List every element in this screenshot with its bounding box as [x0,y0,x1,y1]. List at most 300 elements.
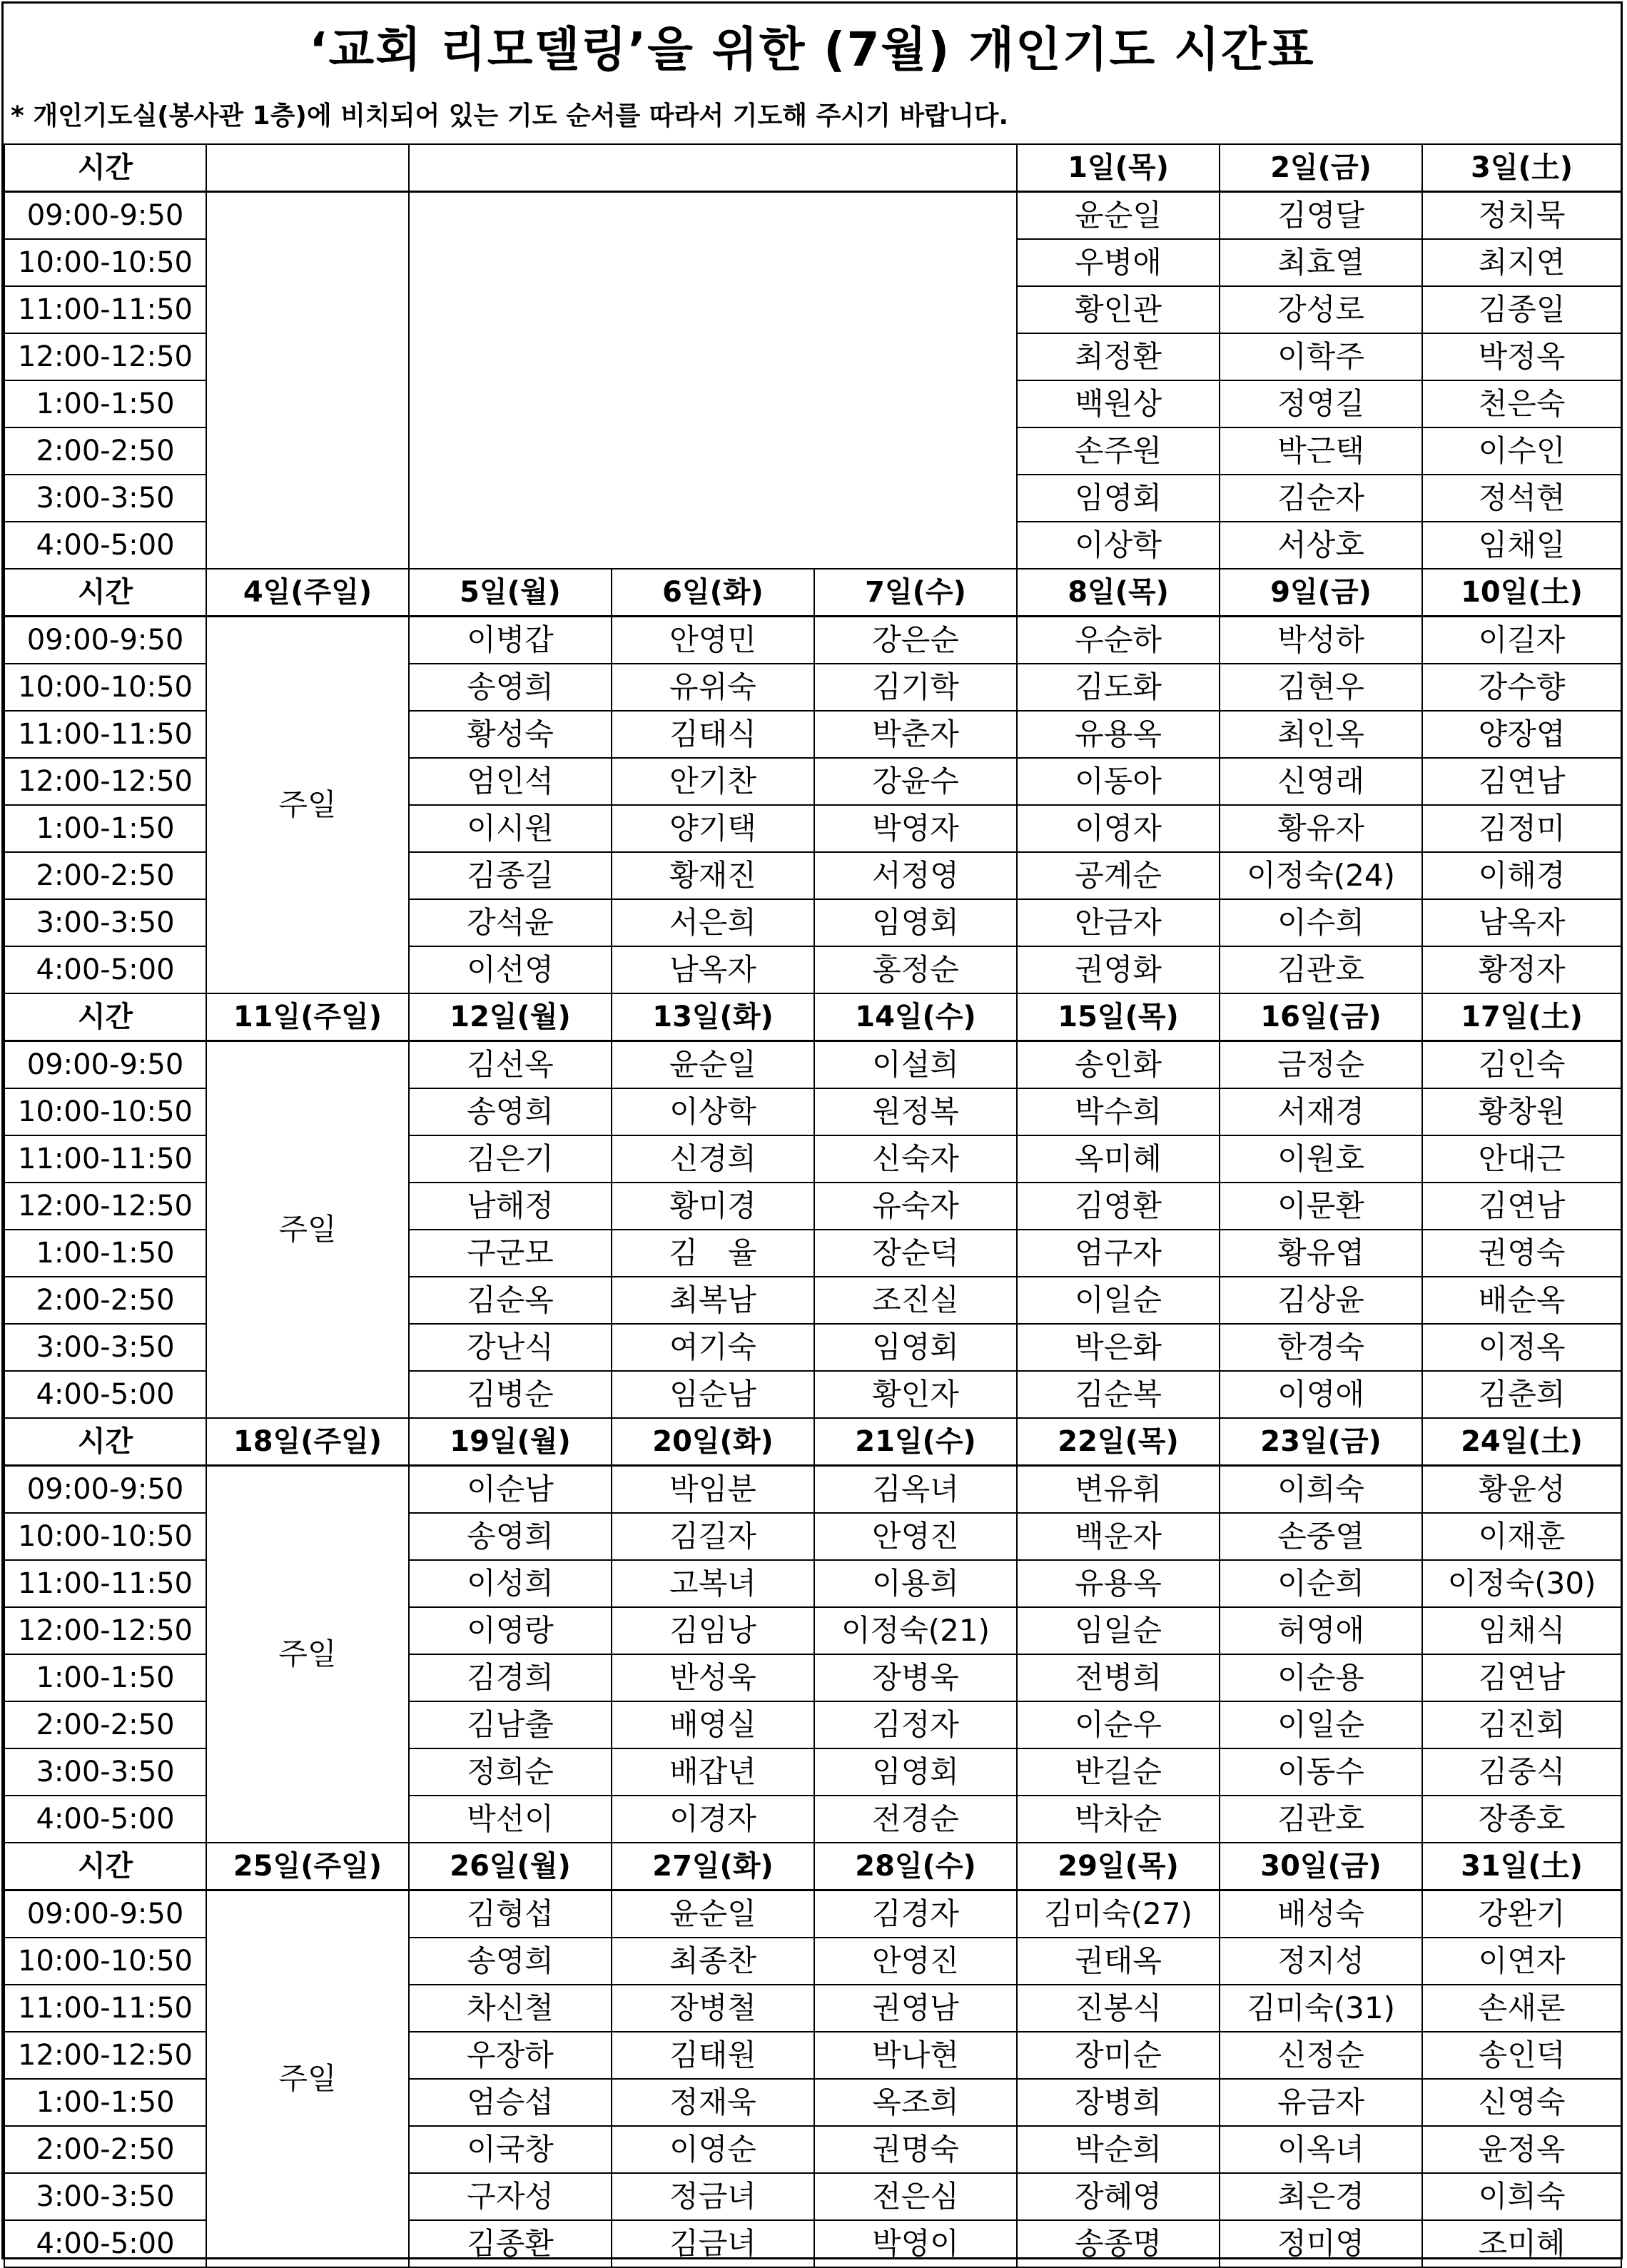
day-header: 31일(土) [1422,1843,1621,1890]
day-header: 7일(수) [814,569,1017,617]
time-slot-label: 2:00-2:50 [4,427,206,475]
time-slot-label: 10:00-10:50 [4,239,206,286]
prayer-name-cell: 양기택 [612,805,814,852]
prayer-name-cell: 김병순 [409,1371,612,1418]
prayer-name-cell: 유금자 [1220,2079,1422,2126]
time-column-header: 시간 [4,1843,206,1890]
prayer-name-cell: 송영희 [409,1513,612,1560]
day-header: 29일(목) [1017,1843,1220,1890]
prayer-name-cell: 장병철 [612,1985,814,2032]
week-header-row [4,993,1621,1041]
day-header: 10일(土) [1422,569,1621,617]
prayer-name-cell: 황유자 [1220,805,1422,852]
time-slot-label: 4:00-5:00 [4,2220,206,2267]
prayer-name-cell: 임순남 [612,1371,814,1418]
day-header: 14일(수) [814,993,1017,1041]
prayer-name-cell: 송영희 [409,1088,612,1135]
prayer-name-cell: 금정순 [1220,1041,1422,1089]
time-slot-label: 1:00-1:50 [4,380,206,427]
prayer-name-cell: 황인자 [814,1371,1017,1418]
prayer-name-cell: 남옥자 [1422,899,1621,946]
prayer-name-cell: 박순희 [1017,2126,1220,2173]
prayer-name-cell: 이수인 [1422,427,1621,475]
prayer-name-cell: 김도화 [1017,664,1220,711]
prayer-name-cell: 송영희 [409,1938,612,1985]
time-slot-label: 12:00-12:50 [4,2032,206,2079]
day-header: 5일(월) [409,569,612,617]
prayer-name-cell: 권명숙 [814,2126,1017,2173]
prayer-name-cell: 손중열 [1220,1513,1422,1560]
prayer-name-cell: 김선옥 [409,1041,612,1089]
prayer-name-cell: 박정옥 [1422,333,1621,380]
prayer-name-cell: 서은희 [612,899,814,946]
day-header: 28일(수) [814,1843,1017,1890]
time-slot-label: 09:00-9:50 [4,1890,206,1938]
prayer-name-cell: 황인관 [1017,286,1220,333]
blank-cell-merged [409,192,1017,569]
prayer-name-cell: 박영이 [814,2220,1017,2267]
time-slot-label: 09:00-9:50 [4,192,206,240]
week-header-row [4,144,1621,192]
prayer-name-cell: 원정복 [814,1088,1017,1135]
prayer-name-cell: 권영화 [1017,946,1220,993]
prayer-name-cell: 이영애 [1220,1371,1422,1418]
prayer-name-cell: 고복녀 [612,1560,814,1607]
prayer-name-cell: 최정환 [1017,333,1220,380]
prayer-name-cell: 유용옥 [1017,711,1220,758]
prayer-name-cell: 임채일 [1422,522,1621,569]
prayer-name-cell: 김경희 [409,1654,612,1701]
time-slot-label: 10:00-10:50 [4,1513,206,1560]
prayer-name-cell: 최인옥 [1220,711,1422,758]
sunday-cell: 주일 [206,1466,409,1843]
prayer-name-cell: 윤순일 [612,1041,814,1089]
prayer-name-cell: 황윤성 [1422,1466,1621,1514]
time-slot-label: 3:00-3:50 [4,475,206,522]
day-header: 25일(주일) [206,1843,409,1890]
prayer-name-cell: 이순용 [1220,1654,1422,1701]
prayer-name-cell: 구군모 [409,1230,612,1277]
day-header: 19일(월) [409,1418,612,1466]
day-header: 13일(화) [612,993,814,1041]
time-column-header: 시간 [4,993,206,1041]
prayer-name-cell: 반성욱 [612,1654,814,1701]
time-slot-label: 1:00-1:50 [4,2079,206,2126]
prayer-name-cell: 황창원 [1422,1088,1621,1135]
time-slot-label: 12:00-12:50 [4,1183,206,1230]
day-header: 18일(주일) [206,1418,409,1466]
prayer-name-cell: 허영애 [1220,1607,1422,1654]
prayer-name-cell: 이영랑 [409,1607,612,1654]
prayer-name-cell: 임영회 [814,1324,1017,1371]
prayer-name-cell: 정지성 [1220,1938,1422,1985]
blank-cell [206,192,409,569]
prayer-name-cell: 권영남 [814,1985,1017,2032]
prayer-name-cell: 박성하 [1220,617,1422,664]
prayer-name-cell: 이원호 [1220,1135,1422,1183]
prayer-name-cell: 이설희 [814,1041,1017,1089]
prayer-name-cell: 이경자 [612,1796,814,1843]
time-slot-label: 1:00-1:50 [4,805,206,852]
time-column-header: 시간 [4,569,206,617]
prayer-name-cell: 김종일 [1422,286,1621,333]
prayer-name-cell: 서상호 [1220,522,1422,569]
prayer-name-cell: 천은숙 [1422,380,1621,427]
prayer-name-cell: 장순덕 [814,1230,1017,1277]
prayer-name-cell: 장병욱 [814,1654,1017,1701]
prayer-name-cell: 서재경 [1220,1088,1422,1135]
prayer-name-cell: 장종호 [1422,1796,1621,1843]
prayer-name-cell: 장미순 [1017,2032,1220,2079]
prayer-name-cell: 김태식 [612,711,814,758]
prayer-name-cell: 최지연 [1422,239,1621,286]
prayer-name-cell: 김기학 [814,664,1017,711]
sunday-cell: 주일 [206,1041,409,1419]
prayer-name-cell: 김미숙(27) [1017,1890,1220,1938]
prayer-name-cell: 반길순 [1017,1748,1220,1796]
prayer-name-cell: 유용옥 [1017,1560,1220,1607]
prayer-name-cell: 정금녀 [612,2173,814,2220]
schedule-body [4,144,1621,2267]
prayer-name-cell: 강완기 [1422,1890,1621,1938]
day-header: 6일(화) [612,569,814,617]
time-slot-label: 1:00-1:50 [4,1654,206,1701]
prayer-name-cell: 강윤수 [814,758,1017,805]
prayer-name-cell: 배성숙 [1220,1890,1422,1938]
prayer-name-cell: 김정미 [1422,805,1621,852]
prayer-name-cell: 박수희 [1017,1088,1220,1135]
time-slot-row [4,1466,1621,1514]
prayer-name-cell: 이일순 [1220,1701,1422,1748]
prayer-name-cell: 안영진 [814,1938,1017,1985]
prayer-name-cell: 여기숙 [612,1324,814,1371]
prayer-name-cell: 조미혜 [1422,2220,1621,2267]
prayer-name-cell: 정희순 [409,1748,612,1796]
prayer-name-cell: 남옥자 [612,946,814,993]
time-slot-label: 11:00-11:50 [4,1985,206,2032]
prayer-name-cell: 손새론 [1422,1985,1621,2032]
prayer-name-cell: 임채식 [1422,1607,1621,1654]
day-header: 27일(화) [612,1843,814,1890]
prayer-name-cell: 김상윤 [1220,1277,1422,1324]
prayer-name-cell: 구자성 [409,2173,612,2220]
day-header: 22일(목) [1017,1418,1220,1466]
prayer-name-cell: 황미경 [612,1183,814,1230]
prayer-name-cell: 이정숙(21) [814,1607,1017,1654]
time-slot-label: 3:00-3:50 [4,1324,206,1371]
prayer-name-cell: 이연자 [1422,1938,1621,1985]
prayer-name-cell: 박임분 [612,1466,814,1514]
prayer-name-cell: 김연남 [1422,1183,1621,1230]
prayer-name-cell: 송인화 [1017,1041,1220,1089]
prayer-name-cell: 박차순 [1017,1796,1220,1843]
prayer-name-cell: 엄인석 [409,758,612,805]
prayer-name-cell: 박춘자 [814,711,1017,758]
prayer-name-cell: 이순남 [409,1466,612,1514]
week-header-row [4,1418,1621,1466]
prayer-name-cell: 김정자 [814,1701,1017,1748]
prayer-name-cell: 강석윤 [409,899,612,946]
time-slot-row [4,617,1621,664]
prayer-name-cell: 안대근 [1422,1135,1621,1183]
prayer-name-cell: 김종길 [409,852,612,899]
time-slot-label: 09:00-9:50 [4,617,206,664]
time-slot-label: 2:00-2:50 [4,1701,206,1748]
prayer-name-cell: 조진실 [814,1277,1017,1324]
prayer-name-cell: 김관호 [1220,1796,1422,1843]
prayer-name-cell: 강은순 [814,617,1017,664]
time-slot-label: 12:00-12:50 [4,1607,206,1654]
prayer-name-cell: 윤순일 [612,1890,814,1938]
prayer-name-cell: 임영회 [1017,475,1220,522]
prayer-name-cell: 이정숙(30) [1422,1560,1621,1607]
prayer-name-cell: 우순하 [1017,617,1220,664]
prayer-name-cell: 서정영 [814,852,1017,899]
day-header: 16일(금) [1220,993,1422,1041]
time-slot-label: 4:00-5:00 [4,1371,206,1418]
day-header: 4일(주일) [206,569,409,617]
day-header: 12일(월) [409,993,612,1041]
prayer-name-cell: 이문환 [1220,1183,1422,1230]
prayer-name-cell: 김형섭 [409,1890,612,1938]
time-slot-label: 09:00-9:50 [4,1466,206,1514]
prayer-name-cell: 최복남 [612,1277,814,1324]
prayer-name-cell: 박근택 [1220,427,1422,475]
prayer-name-cell: 이수희 [1220,899,1422,946]
prayer-name-cell: 정치묵 [1422,192,1621,240]
prayer-name-cell: 이일순 [1017,1277,1220,1324]
prayer-name-cell: 배영실 [612,1701,814,1748]
time-slot-label: 2:00-2:50 [4,2126,206,2173]
prayer-name-cell: 우장하 [409,2032,612,2079]
prayer-name-cell: 엄승섭 [409,2079,612,2126]
prayer-name-cell: 안영민 [612,617,814,664]
prayer-name-cell: 장병희 [1017,2079,1220,2126]
prayer-name-cell: 이재훈 [1422,1513,1621,1560]
prayer-name-cell: 김금녀 [612,2220,814,2267]
prayer-name-cell: 진봉식 [1017,1985,1220,2032]
prayer-name-cell: 이국창 [409,2126,612,2173]
prayer-name-cell: 이용희 [814,1560,1017,1607]
day-header: 24일(土) [1422,1418,1621,1466]
time-slot-label: 11:00-11:50 [4,286,206,333]
prayer-name-cell: 신영숙 [1422,2079,1621,2126]
page-title: ‘교회 리모델링’을 위한 (7월) 개인기도 시간표 [309,22,1315,77]
prayer-name-cell: 남해정 [409,1183,612,1230]
time-slot-label: 4:00-5:00 [4,522,206,569]
prayer-name-cell: 홍정순 [814,946,1017,993]
prayer-name-cell: 전은심 [814,2173,1017,2220]
prayer-name-cell: 엄구자 [1017,1230,1220,1277]
prayer-name-cell: 박은화 [1017,1324,1220,1371]
time-slot-label: 10:00-10:50 [4,1938,206,1985]
time-slot-label: 2:00-2:50 [4,1277,206,1324]
prayer-name-cell: 이옥녀 [1220,2126,1422,2173]
prayer-name-cell: 이정숙(24) [1220,852,1422,899]
time-slot-label: 3:00-3:50 [4,1748,206,1796]
time-slot-label: 3:00-3:50 [4,899,206,946]
day-header: 23일(금) [1220,1418,1422,1466]
time-slot-row [4,192,1621,240]
prayer-name-cell: 유위숙 [612,664,814,711]
week-header-row [4,1843,1621,1890]
prayer-name-cell: 김연남 [1422,1654,1621,1701]
prayer-name-cell: 황성숙 [409,711,612,758]
prayer-name-cell: 이선영 [409,946,612,993]
prayer-name-cell: 김중식 [1422,1748,1621,1796]
prayer-name-cell: 신영래 [1220,758,1422,805]
time-slot-label: 11:00-11:50 [4,711,206,758]
day-header: 17일(土) [1422,993,1621,1041]
time-slot-label: 12:00-12:50 [4,758,206,805]
prayer-name-cell: 박선이 [409,1796,612,1843]
prayer-name-cell: 박나현 [814,2032,1017,2079]
prayer-name-cell: 정영길 [1220,380,1422,427]
prayer-name-cell: 이상학 [1017,522,1220,569]
prayer-name-cell: 황유엽 [1220,1230,1422,1277]
time-slot-label: 1:00-1:50 [4,1230,206,1277]
prayer-name-cell: 최효열 [1220,239,1422,286]
day-header: 20일(화) [612,1418,814,1466]
schedule-sheet [1,1,1623,2259]
prayer-name-cell: 이정옥 [1422,1324,1621,1371]
prayer-name-cell: 김진회 [1422,1701,1621,1748]
time-slot-label: 12:00-12:50 [4,333,206,380]
day-header-empty [206,144,409,192]
prayer-name-cell: 이동수 [1220,1748,1422,1796]
prayer-schedule-table [4,143,1622,2268]
day-header: 9일(금) [1220,569,1422,617]
prayer-name-cell: 이길자 [1422,617,1621,664]
day-header: 2일(금) [1220,144,1422,192]
prayer-name-cell: 정석현 [1422,475,1621,522]
prayer-name-cell: 이상학 [612,1088,814,1135]
prayer-name-cell: 임영회 [814,1748,1017,1796]
time-slot-label: 11:00-11:50 [4,1560,206,1607]
time-slot-row [4,1890,1621,1938]
prayer-name-cell: 이성희 [409,1560,612,1607]
prayer-name-cell: 백원상 [1017,380,1220,427]
prayer-name-cell: 전병희 [1017,1654,1220,1701]
prayer-name-cell: 공계순 [1017,852,1220,899]
prayer-name-cell: 김남출 [409,1701,612,1748]
time-slot-label: 4:00-5:00 [4,1796,206,1843]
prayer-name-cell: 최은경 [1220,2173,1422,2220]
time-column-header: 시간 [4,144,206,192]
prayer-name-cell: 윤순일 [1017,192,1220,240]
prayer-name-cell: 이영자 [1017,805,1220,852]
prayer-name-cell: 이병갑 [409,617,612,664]
prayer-name-cell: 황재진 [612,852,814,899]
prayer-name-cell: 신숙자 [814,1135,1017,1183]
prayer-name-cell: 김 율 [612,1230,814,1277]
prayer-name-cell: 김영환 [1017,1183,1220,1230]
prayer-name-cell: 배순옥 [1422,1277,1621,1324]
prayer-name-cell: 옥조희 [814,2079,1017,2126]
time-column-header: 시간 [4,1418,206,1466]
time-slot-label: 3:00-3:50 [4,2173,206,2220]
prayer-name-cell: 이순희 [1220,1560,1422,1607]
prayer-name-cell: 권태옥 [1017,1938,1220,1985]
prayer-name-cell: 김옥녀 [814,1466,1017,1514]
prayer-name-cell: 김길자 [612,1513,814,1560]
week-header-row [4,569,1621,617]
day-header: 21일(수) [814,1418,1017,1466]
time-slot-label: 11:00-11:50 [4,1135,206,1183]
prayer-name-cell: 임영회 [814,899,1017,946]
prayer-name-cell: 안기찬 [612,758,814,805]
day-header: 26일(월) [409,1843,612,1890]
time-slot-label: 09:00-9:50 [4,1041,206,1089]
day-header: 30일(금) [1220,1843,1422,1890]
prayer-name-cell: 김현우 [1220,664,1422,711]
prayer-name-cell: 임일순 [1017,1607,1220,1654]
prayer-name-cell: 강수향 [1422,664,1621,711]
prayer-name-cell: 김순복 [1017,1371,1220,1418]
prayer-name-cell: 강성로 [1220,286,1422,333]
prayer-name-cell: 김종환 [409,2220,612,2267]
prayer-name-cell: 권영숙 [1422,1230,1621,1277]
prayer-name-cell: 이학주 [1220,333,1422,380]
prayer-name-cell: 안영진 [814,1513,1017,1560]
prayer-name-cell: 이시원 [409,805,612,852]
prayer-name-cell: 김경자 [814,1890,1017,1938]
prayer-name-cell: 김태원 [612,2032,814,2079]
prayer-name-cell: 김은기 [409,1135,612,1183]
prayer-name-cell: 옥미혜 [1017,1135,1220,1183]
time-slot-label: 2:00-2:50 [4,852,206,899]
time-slot-label: 4:00-5:00 [4,946,206,993]
sunday-cell: 주일 [206,1890,409,2268]
prayer-name-cell: 이희숙 [1422,2173,1621,2220]
prayer-name-cell: 김미숙(31) [1220,1985,1422,2032]
prayer-name-cell: 김순자 [1220,475,1422,522]
prayer-name-cell: 변유휘 [1017,1466,1220,1514]
prayer-name-cell: 김임낭 [612,1607,814,1654]
prayer-name-cell: 송인덕 [1422,2032,1621,2079]
prayer-name-cell: 손주원 [1017,427,1220,475]
prayer-name-cell: 김연남 [1422,758,1621,805]
prayer-name-cell: 장혜영 [1017,2173,1220,2220]
prayer-name-cell: 김순옥 [409,1277,612,1324]
day-header: 8일(목) [1017,569,1220,617]
prayer-name-cell: 이순우 [1017,1701,1220,1748]
prayer-name-cell: 배갑년 [612,1748,814,1796]
prayer-name-cell: 최종찬 [612,1938,814,1985]
prayer-name-cell: 김영달 [1220,192,1422,240]
day-header: 11일(주일) [206,993,409,1041]
prayer-name-cell: 윤정옥 [1422,2126,1621,2173]
prayer-name-cell: 백운자 [1017,1513,1220,1560]
prayer-name-cell: 이동아 [1017,758,1220,805]
prayer-name-cell: 전경순 [814,1796,1017,1843]
prayer-name-cell: 한경숙 [1220,1324,1422,1371]
prayer-name-cell: 이해경 [1422,852,1621,899]
instruction-note: * 개인기도실(봉사관 1층)에 비치되어 있는 기도 순서를 따라서 기도해 주시기 바랍니다. [11,101,1009,131]
prayer-name-cell: 양장엽 [1422,711,1621,758]
prayer-name-cell: 정재욱 [612,2079,814,2126]
day-header: 1일(목) [1017,144,1220,192]
prayer-name-cell: 박영자 [814,805,1017,852]
prayer-name-cell: 송영희 [409,664,612,711]
time-slot-label: 10:00-10:50 [4,1088,206,1135]
time-slot-row [4,1041,1621,1089]
prayer-name-cell: 이영순 [612,2126,814,2173]
prayer-name-cell: 송종명 [1017,2220,1220,2267]
day-header: 15일(목) [1017,993,1220,1041]
prayer-name-cell: 김인숙 [1422,1041,1621,1089]
prayer-name-cell: 황정자 [1422,946,1621,993]
